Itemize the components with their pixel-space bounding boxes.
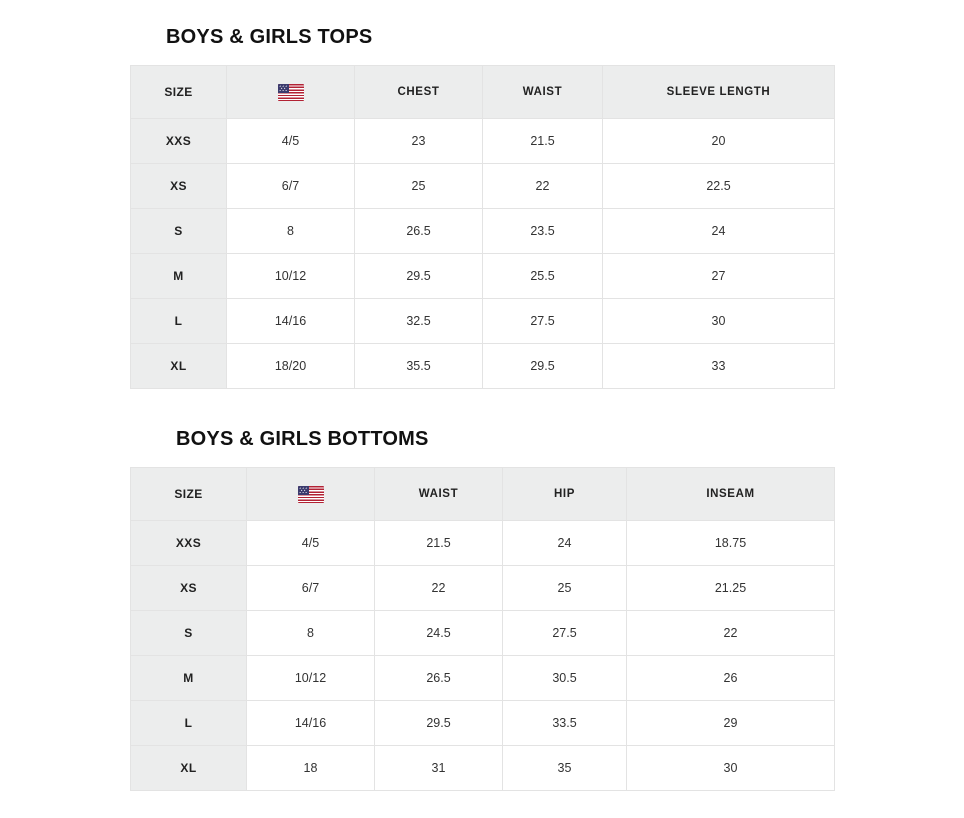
cell-chest: 23	[355, 119, 483, 164]
us-flag-icon	[298, 486, 324, 503]
cell-size: XS	[131, 164, 227, 209]
cell-waist: 27.5	[483, 299, 603, 344]
bottoms-col-hip: HIP	[503, 468, 627, 521]
cell-waist: 31	[375, 746, 503, 791]
cell-hip: 25	[503, 566, 627, 611]
cell-waist: 29.5	[483, 344, 603, 389]
cell-inseam: 30	[627, 746, 835, 791]
bottoms-col-inseam: INSEAM	[627, 468, 835, 521]
cell-inseam: 18.75	[627, 521, 835, 566]
cell-size: L	[131, 701, 247, 746]
cell-hip: 30.5	[503, 656, 627, 701]
cell-sleeve: 30	[603, 299, 835, 344]
bottoms-col-size: SIZE	[131, 468, 247, 521]
bottoms-title: BOYS & GIRLS BOTTOMS	[176, 428, 429, 450]
table-row	[131, 521, 835, 566]
cell-waist: 25.5	[483, 254, 603, 299]
table-row	[131, 164, 835, 209]
cell-us: 18	[247, 746, 375, 791]
cell-size: S	[131, 209, 227, 254]
cell-waist: 22	[483, 164, 603, 209]
cell-waist: 24.5	[375, 611, 503, 656]
cell-chest: 35.5	[355, 344, 483, 389]
bottoms-section	[176, 428, 964, 791]
cell-sleeve: 24	[603, 209, 835, 254]
table-row	[131, 119, 835, 164]
cell-us: 14/16	[247, 701, 375, 746]
table-row	[131, 701, 835, 746]
bottoms-col-waist: WAIST	[375, 468, 503, 521]
cell-us: 4/5	[247, 521, 375, 566]
tops-col-size: SIZE	[131, 66, 227, 119]
cell-size: M	[131, 254, 227, 299]
table-row	[131, 299, 835, 344]
table-row	[131, 656, 835, 701]
cell-sleeve: 20	[603, 119, 835, 164]
cell-size: S	[131, 611, 247, 656]
cell-chest: 25	[355, 164, 483, 209]
table-row	[131, 344, 835, 389]
bottoms-table-head	[131, 468, 835, 521]
cell-us: 4/5	[227, 119, 355, 164]
table-header-row	[131, 468, 835, 521]
cell-chest: 32.5	[355, 299, 483, 344]
cell-waist: 29.5	[375, 701, 503, 746]
tops-table-body	[131, 119, 835, 389]
table-row	[131, 566, 835, 611]
cell-inseam: 21.25	[627, 566, 835, 611]
cell-size: XL	[131, 746, 247, 791]
cell-size: L	[131, 299, 227, 344]
tops-col-sleeve: SLEEVE LENGTH	[603, 66, 835, 119]
cell-chest: 29.5	[355, 254, 483, 299]
bottoms-table-body	[131, 521, 835, 791]
cell-us: 14/16	[227, 299, 355, 344]
table-row	[131, 746, 835, 791]
cell-size: XS	[131, 566, 247, 611]
table-row	[131, 611, 835, 656]
cell-us: 10/12	[247, 656, 375, 701]
cell-us: 8	[247, 611, 375, 656]
cell-size: M	[131, 656, 247, 701]
cell-hip: 27.5	[503, 611, 627, 656]
tops-col-us	[227, 66, 355, 119]
cell-sleeve: 27	[603, 254, 835, 299]
bottoms-size-table	[130, 467, 835, 791]
us-flag-icon	[278, 84, 304, 101]
tops-title: BOYS & GIRLS TOPS	[166, 26, 373, 48]
cell-inseam: 29	[627, 701, 835, 746]
cell-sleeve: 22.5	[603, 164, 835, 209]
tops-section	[166, 26, 964, 389]
table-header-row	[131, 66, 835, 119]
tops-col-chest: CHEST	[355, 66, 483, 119]
table-row	[131, 254, 835, 299]
cell-us: 18/20	[227, 344, 355, 389]
cell-hip: 33.5	[503, 701, 627, 746]
cell-inseam: 26	[627, 656, 835, 701]
bottoms-col-us	[247, 468, 375, 521]
cell-waist: 22	[375, 566, 503, 611]
cell-waist: 26.5	[375, 656, 503, 701]
cell-size: XXS	[131, 119, 227, 164]
cell-us: 10/12	[227, 254, 355, 299]
cell-hip: 24	[503, 521, 627, 566]
cell-inseam: 22	[627, 611, 835, 656]
cell-us: 8	[227, 209, 355, 254]
cell-size: XL	[131, 344, 227, 389]
cell-hip: 35	[503, 746, 627, 791]
table-row	[131, 209, 835, 254]
cell-sleeve: 33	[603, 344, 835, 389]
cell-waist: 21.5	[375, 521, 503, 566]
cell-size: XXS	[131, 521, 247, 566]
cell-chest: 26.5	[355, 209, 483, 254]
tops-col-waist: WAIST	[483, 66, 603, 119]
cell-us: 6/7	[227, 164, 355, 209]
tops-size-table	[130, 65, 835, 389]
cell-waist: 23.5	[483, 209, 603, 254]
cell-us: 6/7	[247, 566, 375, 611]
cell-waist: 21.5	[483, 119, 603, 164]
tops-table-head	[131, 66, 835, 119]
